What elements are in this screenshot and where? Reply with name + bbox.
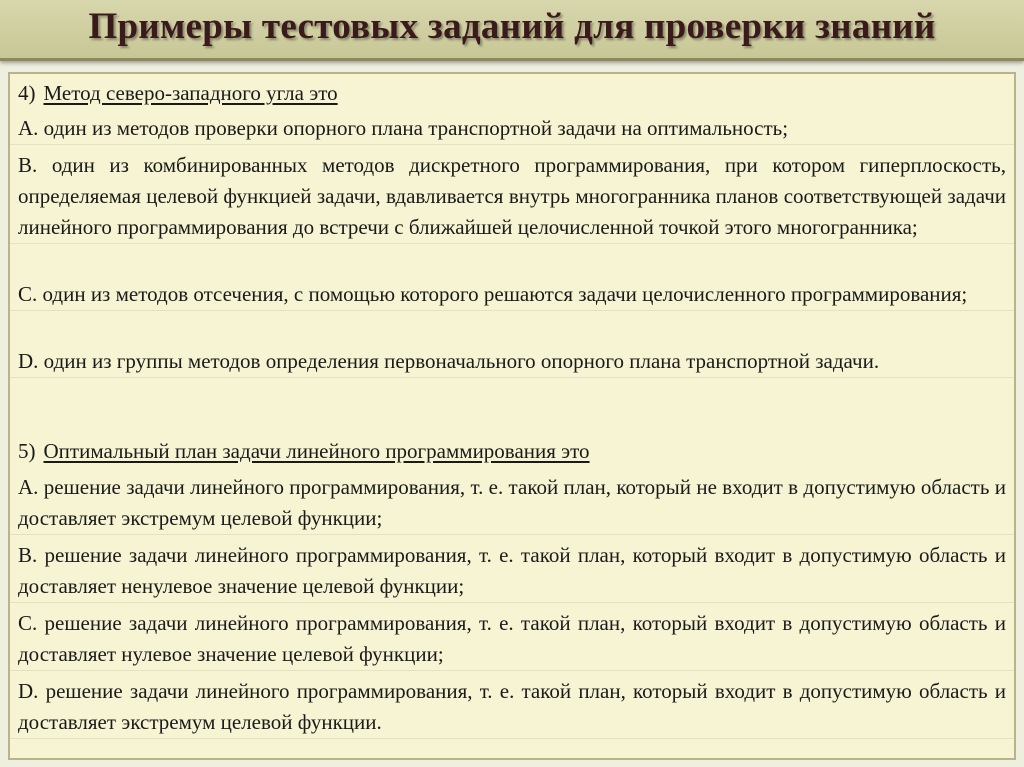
question-5	[10, 436, 1014, 467]
slide-title: Примеры тестовых заданий для проверки знаний	[88, 6, 936, 47]
question-text: Метод северо-западного угла это	[43, 81, 338, 105]
option-text: один из группы методов определения первоначального опорного плана транспортной задачи.	[43, 349, 880, 373]
option-letter: A.	[18, 116, 39, 140]
question-4-option-d	[10, 346, 1014, 378]
option-text: один из методов проверки опорного плана транспортной задачи на оптимальность;	[43, 116, 789, 140]
question-4	[10, 78, 1014, 109]
option-letter: C.	[18, 282, 38, 306]
option-text: решение задачи линейного программирования, т. е. такой план, который входит в допустимую область и доставляет ненулевое значение целевой функции;	[18, 543, 1007, 598]
option-letter: D.	[18, 349, 39, 373]
question-number: 5)	[18, 439, 36, 463]
option-letter: A.	[18, 475, 39, 499]
question-4-option-b	[10, 150, 1014, 244]
option-text: один из комбинированных методов дискретного программирования, при котором гиперплоскость, определяемая целевой функцией задачи, вдавливается внутрь многогранника планов соответствующей задачи линейного программирования до встречи с ближайшей целочисленной точкой этого многогранника;	[18, 153, 1006, 239]
title-bar	[0, 0, 1024, 61]
option-letter: B.	[18, 153, 38, 177]
option-text: решение задачи линейного программирования, т. е. такой план, который не входит в допустимую область и доставляет экстремум целевой функции;	[18, 475, 1006, 530]
question-text: Оптимальный план задачи линейного программирования это	[43, 439, 590, 463]
question-5-option-c	[10, 608, 1014, 671]
question-4-option-a	[10, 113, 1014, 145]
option-letter: C.	[18, 611, 38, 635]
content-panel	[8, 72, 1016, 760]
question-5-option-d	[10, 676, 1014, 739]
option-text: один из методов отсечения, с помощью которого решаются задачи целочисленного программирования;	[42, 282, 968, 306]
option-letter: B.	[18, 543, 38, 567]
question-number: 4)	[18, 81, 36, 105]
question-5-option-a	[10, 472, 1014, 535]
option-text: решение задачи линейного программирования, т. е. такой план, который входит в допустимую область и доставляет экстремум целевой функции.	[18, 679, 1006, 734]
option-letter: D.	[18, 679, 39, 703]
option-text: решение задачи линейного программирования, т. е. такой план, который входит в допустимую область и доставляет нулевое значение целевой функции;	[18, 611, 1007, 666]
question-5-option-b	[10, 540, 1014, 603]
question-4-option-c	[10, 279, 1014, 311]
